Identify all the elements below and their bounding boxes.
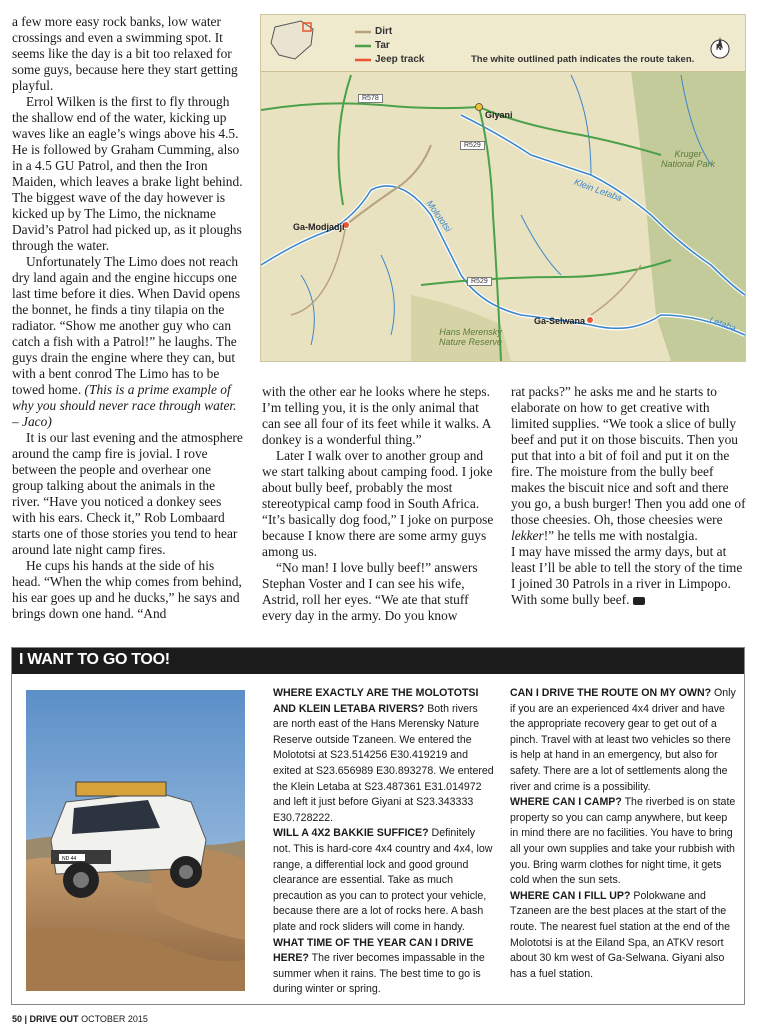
qa-item bbox=[510, 795, 736, 889]
qa-item bbox=[273, 686, 495, 826]
vehicle-photo bbox=[26, 690, 245, 991]
article-column-2 bbox=[262, 384, 496, 624]
paragraph-text: I may have missed the army days, but at least I’ll be able to tell the story of the time I joined 30 Patrols in a river in Limpopo. With some bully beef. bbox=[511, 544, 743, 607]
legend-jeep: Jeep track bbox=[375, 54, 425, 65]
river-klein-letaba: Klein Letaba bbox=[572, 176, 624, 204]
road-r578: R578 bbox=[358, 94, 383, 103]
info-box-header bbox=[12, 648, 744, 674]
qa-column-2 bbox=[510, 686, 736, 982]
info-box-title: I WANT TO GO TOO! bbox=[19, 651, 170, 668]
paragraph: a few more easy rock banks, low water crossings and even a swimming spot. It seems like the day is a bit too relaxed for some guys, because here they start getting playful. bbox=[12, 14, 238, 93]
plate-text: ND 44 bbox=[62, 856, 77, 862]
reserve-hans-merensky: Hans Merensky Nature Reserve bbox=[439, 327, 503, 347]
paragraph: “No man! I love bully beef!” answers Stephan Voster and I can see his wife, Astrid, roll her eyes. “We ate that stuff every day in the army. Do you know bbox=[262, 560, 478, 623]
qa-answer: Polokwane and Tzaneen are the best places at the start of the route. The nearest fuel station at the end of the Molototsi is at the Eiland Spa, an ATKV resort about 30 km west of Ga-Selwana. Giyani also has a fuel station. bbox=[510, 889, 731, 980]
article-column-1 bbox=[12, 14, 245, 622]
qa-question: WILL A 4X2 BAKKIE SUFFICE? bbox=[273, 827, 429, 840]
road-r529: R529 bbox=[467, 277, 492, 286]
qa-question: WHERE EXACTLY ARE THE MOLOTOTSI AND KLEIN LETABA RIVERS? bbox=[273, 687, 479, 715]
route-map bbox=[260, 14, 746, 362]
issue-date: OCTOBER 2015 bbox=[81, 1014, 148, 1024]
paragraph bbox=[511, 384, 747, 544]
paragraph: with the other ear he looks where he steps. I’m telling you, it is the only animal that can see all four of its feet while it walks. A donkey is a wonderful thing.” bbox=[262, 384, 491, 447]
article-column-3 bbox=[511, 384, 747, 608]
qa-answer: The river becomes impassable in the summer when it rains. The best time to go is during winter or spring. bbox=[273, 952, 485, 996]
paragraph: Later I walk over to another group and we start talking about camping food. I joke about bully beef, probably the most stereotypical camp food in South Africa. “It’s basically dog food,” I joke on purpose because I know there are some army guys among us. bbox=[262, 448, 494, 559]
paragraph: He cups his hands at the side of his head. “When the whip comes from behind, his ear goes up and he ducks,” he says and brings down one hand. “And bbox=[12, 558, 242, 621]
paragraph: It is our last evening and the atmosphere around the camp fire is jovial. I rove between the people and overhear one group talking about the animals in the river. “Have you noticed a donkey sees with his ears. Check it,” Rob Lombaard starts one of those stories you tend to hear around late night camp fires. bbox=[12, 430, 243, 557]
paragraph-text: !” he tells me with nostalgia. bbox=[543, 528, 698, 543]
legend-note: The white outlined path indicates the route taken. bbox=[471, 54, 695, 65]
tar-road bbox=[261, 103, 479, 110]
qa-item bbox=[273, 826, 495, 935]
qa-item bbox=[273, 936, 495, 998]
paragraph bbox=[12, 254, 245, 430]
river-letaba: Letaba bbox=[708, 314, 738, 334]
south-africa-outline-icon bbox=[271, 21, 313, 59]
qa-answer: Both rivers are north east of the Hans Merensky Nature Reserve outside Tzaneen. We entered the Molototsi at S23.514256 E30.419219 and exited at S23.656989 E30.893278. We entered the Klein Letaba at S23.487361 E31.014972 and left it just before Giyani at S23.343333 E30.728222. bbox=[273, 702, 494, 824]
magazine-name: DRIVE OUT bbox=[29, 1014, 79, 1024]
info-box bbox=[11, 647, 745, 1005]
paragraph-text: rat packs?” he asks me and he starts to elaborate on how to get creative with limited supplies. “We took a slice of bully beef and put it on those biscuits. Then you put that into a bit of foil and put it on the fire. The moisture from the bully beef makes the biscuit nice and soft and there you go, a bush burger! Then you add one of those cheesies. Oh, those cheesies were bbox=[511, 384, 746, 527]
qa-answer: Only if you are an experienced 4x4 driver and have the appropriate recovery gear to get out of a pinch. Travel with at least two vehicles so there is help at hand in an emergency, but also for safety. There are a lot of settlements along the river and crime is a possibility. bbox=[510, 687, 736, 793]
qa-answer: Definitely not. This is hard-core 4x4 country and 4x4, low range, a differential lock and good ground clearance are essential. Take as much precaution as you can to protect your vehicle, because there are a lot of rocks here. A bash plate and rock sliders will come in handy. bbox=[273, 827, 493, 933]
legend-dirt: Dirt bbox=[375, 26, 393, 37]
qa-item bbox=[510, 686, 736, 795]
map-legend bbox=[261, 15, 745, 72]
qa-column-1 bbox=[273, 686, 495, 998]
paragraph bbox=[511, 544, 747, 608]
paragraph: Errol Wilken is the first to fly through the shallow end of the water, kicking up waves like an eagle’s wings above his 4.5. He is followed by Graham Cumming, also in a 4.5 GU Patrol, and then the Iron Maiden, which leaves a brake light behind. The biggest wave of the day however is kicked up by The Limo, the nickname David’s Patrol had picked up, as it ploughs through the water. bbox=[12, 94, 243, 253]
qa-question: WHAT TIME OF THE YEAR CAN I DRIVE HERE? bbox=[273, 936, 474, 965]
editor-note: (This is a prime example of why you should never race through water. – Jaco) bbox=[12, 382, 237, 429]
town-ga-modjadji: Ga-Modjadji bbox=[293, 222, 345, 232]
river-molototsi: Molototsi bbox=[424, 198, 454, 234]
vehicle-photo-graphic bbox=[26, 690, 245, 991]
italic-word: lekker bbox=[511, 528, 544, 543]
qa-answer: The riverbed is on state property so you can camp anywhere, but keep in mind there are no facilities. You have to bring all your own supplies and take your rubbish with you. Bring warm clothes for night time, it gets cold when the sun sets. bbox=[510, 796, 736, 887]
compass-label: N bbox=[716, 43, 722, 52]
park-kruger: Kruger National Park bbox=[661, 149, 716, 169]
road-r529: R529 bbox=[460, 141, 485, 150]
town-giyani: Giyani bbox=[485, 110, 513, 120]
qa-question: WHERE CAN I FILL UP? bbox=[510, 889, 631, 902]
paragraph-text: Unfortunately The Limo does not reach dry land again and the engine hiccups one last time before it dies. When David opens the bonnet, he finds a tiny tilapia on the radiator. “Show me another guy who can catch a fish with a Patrol!” he laughs. The guys drain the engine where they can, but with a bent conrod The Limo has to be towed home. bbox=[12, 254, 241, 397]
tar-road bbox=[339, 75, 352, 205]
qa-question: WHERE CAN I CAMP? bbox=[510, 796, 622, 809]
ga-selwana-marker bbox=[587, 317, 594, 324]
giyani-marker bbox=[476, 104, 483, 111]
page-number: 50 bbox=[12, 1014, 23, 1024]
dirt-road bbox=[291, 225, 641, 315]
town-ga-selwana: Ga-Selwana bbox=[534, 316, 586, 326]
legend-tar: Tar bbox=[375, 40, 390, 51]
qa-question: CAN I DRIVE THE ROUTE ON MY OWN? bbox=[510, 687, 712, 699]
end-mark-icon bbox=[633, 597, 645, 605]
qa-item bbox=[510, 889, 736, 983]
page-footer: 50 | DRIVE OUT OCTOBER 2015 bbox=[12, 1014, 148, 1024]
